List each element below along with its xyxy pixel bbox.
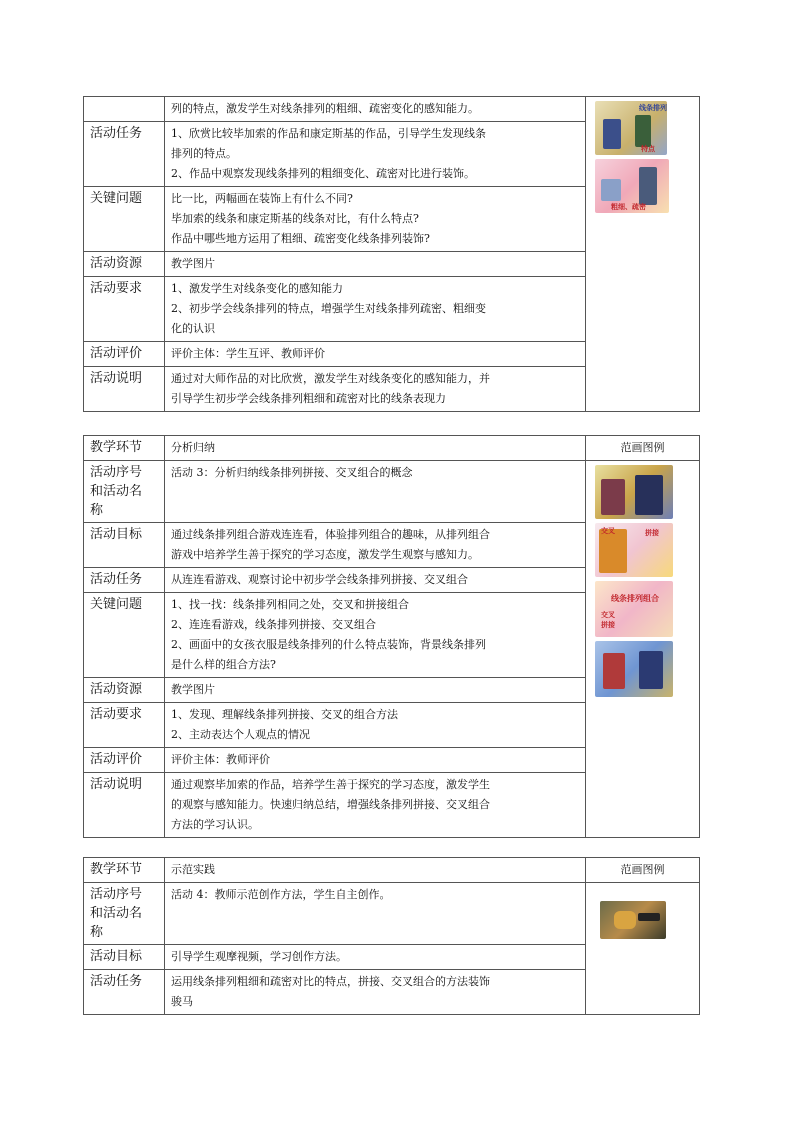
row-content: 比一比，两幅画在装饰上有什么不同? 毕加索的线条和康定斯基的线条对比，有什么特点? 作品中哪些地方运用了粗细、疏密变化线条排列装饰? <box>165 187 586 252</box>
example-video-thumbnail <box>600 901 666 939</box>
table-row <box>84 97 700 122</box>
row-content: 1、激发学生对线条变化的感知能力 2、初步学会线条排列的特点，增强学生对线条排列疏密、粗细变 化的认识 <box>165 277 586 342</box>
section-label: 教学环节 <box>84 436 165 461</box>
section-value: 分析归纳 <box>165 436 586 461</box>
example-images-cell <box>586 883 700 1015</box>
row-content: 通过对大师作品的对比欣赏，激发学生对线条变化的感知能力，并 引导学生初步学会线条排列粗细和疏密对比的线条表现力 <box>165 367 586 412</box>
table-header-row <box>84 436 700 461</box>
row-label: 活动序号 和活动名 称 <box>84 883 165 945</box>
row-label: 活动资源 <box>84 678 165 703</box>
section-label: 教学环节 <box>84 858 165 883</box>
row-label: 关键问题 <box>84 187 165 252</box>
row-content: 评价主体：教师评价 <box>165 748 586 773</box>
activity-table-3 <box>83 857 700 1015</box>
example-header: 范画图例 <box>586 436 700 461</box>
row-content: 列的特点，激发学生对线条排列的粗细、疏密变化的感知能力。 <box>165 97 586 122</box>
example-image: 交叉 拼接 <box>595 523 673 577</box>
row-label: 活动要求 <box>84 703 165 748</box>
row-content: 1、找一找：线条排列相同之处，交叉和拼接组合 2、连连看游戏，线条排列拼接、交叉组合 2、画面中的女孩衣服是线条排列的什么特点装饰，背景线条排列 是什么样的组合方法? <box>165 593 586 678</box>
row-content: 教学图片 <box>165 678 586 703</box>
example-images-cell <box>586 461 700 838</box>
row-label: 活动任务 <box>84 970 165 1015</box>
table-row <box>84 461 700 523</box>
example-image: 粗细、疏密 <box>595 159 669 213</box>
row-content: 从连连看游戏、观察讨论中初步学会线条排列拼接、交叉组合 <box>165 568 586 593</box>
row-content: 1、欣赏比较毕加索的作品和康定斯基的作品，引导学生发现线条 排列的特点。 2、作品中观察发现线条排列的粗细变化、疏密对比进行装饰。 <box>165 122 586 187</box>
section-value: 示范实践 <box>165 858 586 883</box>
row-label: 活动序号 和活动名 称 <box>84 461 165 523</box>
example-image: 线条排列 特点 <box>595 101 667 155</box>
row-label: 关键问题 <box>84 593 165 678</box>
row-content: 活动 3：分析归纳线条排列拼接、交叉组合的概念 <box>165 461 586 523</box>
row-label: 活动评价 <box>84 342 165 367</box>
row-label: 活动任务 <box>84 568 165 593</box>
activity-table-2 <box>83 435 700 838</box>
example-images-cell <box>586 97 700 412</box>
activity-table-1 <box>83 96 700 412</box>
example-image: 线条排列组合 交叉 拼接 <box>595 581 673 637</box>
row-content: 评价主体：学生互评、教师评价 <box>165 342 586 367</box>
row-label: 活动资源 <box>84 252 165 277</box>
row-label: 活动任务 <box>84 122 165 187</box>
example-image <box>595 641 673 697</box>
row-label: 活动说明 <box>84 367 165 412</box>
row-label: 活动说明 <box>84 773 165 838</box>
row-label: 活动评价 <box>84 748 165 773</box>
row-content: 活动 4：教师示范创作方法，学生自主创作。 <box>165 883 586 945</box>
row-content: 通过观察毕加索的作品，培养学生善于探究的学习态度，激发学生 的观察与感知能力。快速归纳总结，增强线条排列拼接、交叉组合 方法的学习认识。 <box>165 773 586 838</box>
example-image <box>595 465 673 519</box>
row-content: 教学图片 <box>165 252 586 277</box>
row-content: 引导学生观摩视频，学习创作方法。 <box>165 945 586 970</box>
row-content: 运用线条排列粗细和疏密对比的特点，拼接、交叉组合的方法装饰 骏马 <box>165 970 586 1015</box>
row-content: 1、发现、理解线条排列拼接、交叉的组合方法 2、主动表达个人观点的情况 <box>165 703 586 748</box>
row-content: 通过线条排列组合游戏连连看，体验排列组合的趣味，从排列组合 游戏中培养学生善于探究的学习态度，激发学生观察与感知力。 <box>165 523 586 568</box>
row-label <box>84 97 165 122</box>
table-header-row <box>84 858 700 883</box>
table-row <box>84 883 700 945</box>
row-label: 活动目标 <box>84 523 165 568</box>
row-label: 活动目标 <box>84 945 165 970</box>
row-label: 活动要求 <box>84 277 165 342</box>
example-header: 范画图例 <box>586 858 700 883</box>
